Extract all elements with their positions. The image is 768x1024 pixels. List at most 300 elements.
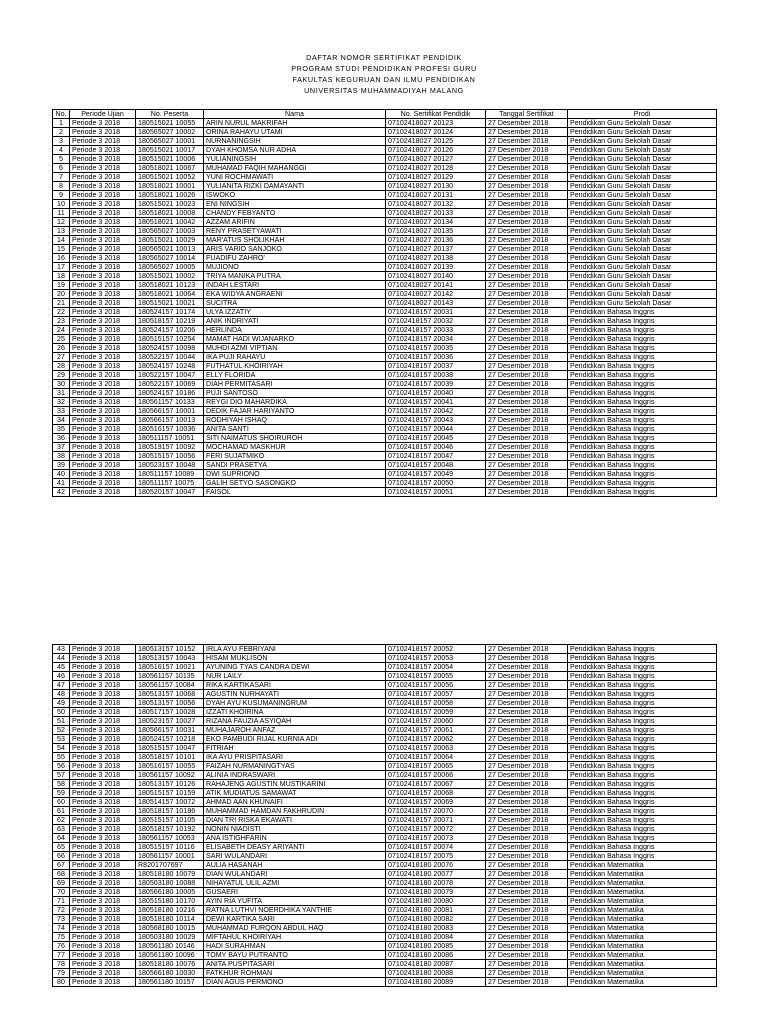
table-row — [53, 717, 717, 726]
cell-peserta: 180503180 10029 — [136, 933, 204, 942]
cell-no: 27 — [53, 353, 70, 362]
cell-prodi: Pendidikan Bahasa Inggris — [568, 744, 717, 753]
cell-periode: Periode 3 2018 — [70, 798, 136, 807]
cell-tanggal: 27 Desember 2018 — [486, 461, 568, 470]
cell-nama: FAISOL — [204, 488, 386, 497]
cell-periode: Periode 3 2018 — [70, 452, 136, 461]
table-row — [53, 672, 717, 681]
cell-prodi: Pendidikan Bahasa Inggris — [568, 825, 717, 834]
table-row — [53, 317, 717, 326]
cell-peserta: 180515021 10029 — [136, 236, 204, 245]
cell-sertifikat: 07102418157 20040 — [386, 389, 486, 398]
cell-no: 1 — [53, 119, 70, 128]
cell-sertifikat: 07102418157 20035 — [386, 344, 486, 353]
cell-no: 10 — [53, 200, 70, 209]
col-header-periode: Periode Ujian — [70, 110, 136, 119]
cell-prodi: Pendidikan Bahasa Inggris — [568, 416, 717, 425]
cell-prodi: Pendidikan Guru Sekolah Dasar — [568, 272, 717, 281]
table-row — [53, 389, 717, 398]
table-row — [53, 897, 717, 906]
cell-prodi: Pendidikan Bahasa Inggris — [568, 488, 717, 497]
table-row — [53, 371, 717, 380]
cell-periode: Periode 3 2018 — [70, 870, 136, 879]
cell-no: 73 — [53, 915, 70, 924]
table-row — [53, 200, 717, 209]
cell-no: 4 — [53, 146, 70, 155]
cell-sertifikat: 07102418180 20082 — [386, 915, 486, 924]
table-row — [53, 762, 717, 771]
cell-peserta: 180561157 10053 — [136, 834, 204, 843]
table-row — [53, 699, 717, 708]
cell-tanggal: 27 Desember 2018 — [486, 326, 568, 335]
cell-nama: ANIK INDRIYATI — [204, 317, 386, 326]
cell-no: 15 — [53, 245, 70, 254]
cell-sertifikat: 07102418157 20044 — [386, 425, 486, 434]
cell-prodi: Pendidikan Bahasa Inggris — [568, 726, 717, 735]
cell-nama: ELISABETH DEASY ARIYANTI — [204, 843, 386, 852]
cell-peserta: 180523157 10027 — [136, 717, 204, 726]
cell-sertifikat: 07102418157 20061 — [386, 726, 486, 735]
cell-tanggal: 27 Desember 2018 — [486, 915, 568, 924]
cell-no: 52 — [53, 726, 70, 735]
table-row — [53, 119, 717, 128]
cell-tanggal: 27 Desember 2018 — [486, 182, 568, 191]
cell-peserta: 180565027 10001 — [136, 137, 204, 146]
cell-tanggal: 27 Desember 2018 — [486, 119, 568, 128]
cell-nama: RIZANA FAUZIA ASYIQAH — [204, 717, 386, 726]
cell-peserta: 180565027 10014 — [136, 254, 204, 263]
cell-prodi: Pendidikan Guru Sekolah Dasar — [568, 236, 717, 245]
cell-sertifikat: 07102418157 20070 — [386, 807, 486, 816]
cell-peserta: 180516157 10021 — [136, 663, 204, 672]
cell-nama: TOMY BAYU PUTRANTO — [204, 951, 386, 960]
cell-peserta: 180522157 10047 — [136, 371, 204, 380]
cell-tanggal: 27 Desember 2018 — [486, 735, 568, 744]
cell-nama: EKA WIDYA ANGRAENI — [204, 290, 386, 299]
table-row — [53, 209, 717, 218]
cell-no: 72 — [53, 906, 70, 915]
cell-sertifikat: 07102418157 20034 — [386, 335, 486, 344]
cell-periode: Periode 3 2018 — [70, 735, 136, 744]
cell-prodi: Pendidikan Guru Sekolah Dasar — [568, 119, 717, 128]
cell-nama: IKA AYU PRISPITASARI — [204, 753, 386, 762]
cell-tanggal: 27 Desember 2018 — [486, 681, 568, 690]
table-row — [53, 191, 717, 200]
cell-peserta: 180515021 10002 — [136, 272, 204, 281]
cell-nama: CHANDY FEBYANTO — [204, 209, 386, 218]
cell-nama: NONIN NIADISTI — [204, 825, 386, 834]
cell-tanggal: 27 Desember 2018 — [486, 362, 568, 371]
table-row — [53, 789, 717, 798]
cell-sertifikat: 07102418027 20129 — [386, 173, 486, 182]
cell-prodi: Pendidikan Bahasa Inggris — [568, 708, 717, 717]
cell-periode: Periode 3 2018 — [70, 308, 136, 317]
cell-peserta: 180518021 10064 — [136, 290, 204, 299]
cell-tanggal: 27 Desember 2018 — [486, 434, 568, 443]
cell-tanggal: 27 Desember 2018 — [486, 771, 568, 780]
cell-nama: YULIANITA RIZKI DAMAYANTI — [204, 182, 386, 191]
cell-no: 78 — [53, 960, 70, 969]
cell-periode: Periode 3 2018 — [70, 299, 136, 308]
cell-periode: Periode 3 2018 — [70, 254, 136, 263]
cell-periode: Periode 3 2018 — [70, 128, 136, 137]
cell-sertifikat: 07102418157 20073 — [386, 834, 486, 843]
cell-sertifikat: 07102418027 20123 — [386, 119, 486, 128]
cell-peserta: 180515157 10056 — [136, 452, 204, 461]
cell-tanggal: 27 Desember 2018 — [486, 699, 568, 708]
cell-periode: Periode 3 2018 — [70, 488, 136, 497]
cell-periode: Periode 3 2018 — [70, 780, 136, 789]
cell-nama: AHMAD AAN KHUNAIFI — [204, 798, 386, 807]
cell-sertifikat: 07102418027 20139 — [386, 263, 486, 272]
cell-no: 23 — [53, 317, 70, 326]
cell-tanggal: 27 Desember 2018 — [486, 744, 568, 753]
table-row — [53, 443, 717, 452]
cell-no: 56 — [53, 762, 70, 771]
cell-no: 14 — [53, 236, 70, 245]
cell-prodi: Pendidikan Bahasa Inggris — [568, 789, 717, 798]
cell-nama: RIKA KARTIKASARI — [204, 681, 386, 690]
table-row — [53, 798, 717, 807]
table-row — [53, 164, 717, 173]
cell-periode: Periode 3 2018 — [70, 380, 136, 389]
col-header-tanggal: Tanggal Sertifikat — [486, 110, 568, 119]
cell-no: 7 — [53, 173, 70, 182]
cell-nama: AGUSTIN NURHAYATI — [204, 690, 386, 699]
cell-sertifikat: 07102418180 20087 — [386, 960, 486, 969]
cell-no: 62 — [53, 816, 70, 825]
cell-periode: Periode 3 2018 — [70, 398, 136, 407]
cell-peserta: 180566180 10030 — [136, 969, 204, 978]
table-row — [53, 218, 717, 227]
cell-periode: Periode 3 2018 — [70, 200, 136, 209]
cell-tanggal: 27 Desember 2018 — [486, 416, 568, 425]
table-row — [53, 335, 717, 344]
cell-no: 17 — [53, 263, 70, 272]
cell-prodi: Pendidikan Bahasa Inggris — [568, 425, 717, 434]
cell-nama: MUHAMMAD HAMDAN FAKHRUDIN — [204, 807, 386, 816]
cell-sertifikat: 07102418157 20067 — [386, 780, 486, 789]
cell-periode: Periode 3 2018 — [70, 960, 136, 969]
cell-sertifikat: 07102418180 20083 — [386, 924, 486, 933]
cell-peserta: 180524157 10218 — [136, 735, 204, 744]
cell-sertifikat: 07102418157 20068 — [386, 789, 486, 798]
cell-no: 54 — [53, 744, 70, 753]
cell-no: 16 — [53, 254, 70, 263]
cell-sertifikat: 07102418027 20137 — [386, 245, 486, 254]
cell-prodi: Pendidikan Bahasa Inggris — [568, 690, 717, 699]
table-row — [53, 843, 717, 852]
cell-periode: Periode 3 2018 — [70, 879, 136, 888]
cell-prodi: Pendidikan Bahasa Inggris — [568, 362, 717, 371]
cell-no: 3 — [53, 137, 70, 146]
table-row — [53, 236, 717, 245]
cell-prodi: Pendidikan Bahasa Inggris — [568, 443, 717, 452]
table-row — [53, 227, 717, 236]
cell-peserta: 180520157 10047 — [136, 488, 204, 497]
cell-sertifikat: 07102418157 20058 — [386, 699, 486, 708]
cell-periode: Periode 3 2018 — [70, 645, 136, 654]
cell-periode: Periode 3 2018 — [70, 263, 136, 272]
cell-no: 51 — [53, 717, 70, 726]
cell-sertifikat: 07102418157 20057 — [386, 690, 486, 699]
cell-peserta: 180518157 10186 — [136, 807, 204, 816]
cell-nama: AULIA HASANAH — [204, 861, 386, 870]
cell-prodi: Pendidikan Bahasa Inggris — [568, 654, 717, 663]
cell-peserta: 180515157 10047 — [136, 744, 204, 753]
cell-sertifikat: 07102418157 20054 — [386, 663, 486, 672]
cell-tanggal: 27 Desember 2018 — [486, 407, 568, 416]
table-row — [53, 461, 717, 470]
cell-peserta: 180566157 10013 — [136, 416, 204, 425]
table-row — [53, 128, 717, 137]
cell-peserta: 180566157 10031 — [136, 726, 204, 735]
table-row — [53, 825, 717, 834]
cell-sertifikat: 07102418157 20066 — [386, 771, 486, 780]
cell-nama: ENI NINGSIH — [204, 200, 386, 209]
cell-prodi: Pendidikan Bahasa Inggris — [568, 479, 717, 488]
cell-peserta: 180518180 10216 — [136, 906, 204, 915]
cell-nama: MUHDI AZMI VIPTIAN — [204, 344, 386, 353]
cell-nama: YULIANINGSIH — [204, 155, 386, 164]
table-row — [53, 254, 717, 263]
cell-periode: Periode 3 2018 — [70, 317, 136, 326]
cell-no: 2 — [53, 128, 70, 137]
cell-nama: RODHIYAH ISHAQ — [204, 416, 386, 425]
cell-tanggal: 27 Desember 2018 — [486, 254, 568, 263]
cell-prodi: Pendidikan Bahasa Inggris — [568, 645, 717, 654]
cell-no: 68 — [53, 870, 70, 879]
cell-tanggal: 27 Desember 2018 — [486, 317, 568, 326]
cell-periode: Periode 3 2018 — [70, 888, 136, 897]
cell-tanggal: 27 Desember 2018 — [486, 924, 568, 933]
cell-sertifikat: 07102418157 20063 — [386, 744, 486, 753]
cell-nama: ANITA SANTI — [204, 425, 386, 434]
table-row — [53, 861, 717, 870]
cell-periode: Periode 3 2018 — [70, 699, 136, 708]
table-row — [53, 915, 717, 924]
table-row — [53, 969, 717, 978]
cell-sertifikat: 07102418157 20071 — [386, 816, 486, 825]
cell-tanggal: 27 Desember 2018 — [486, 425, 568, 434]
cell-sertifikat: 07102418027 20138 — [386, 254, 486, 263]
cell-nama: SANDI PRASETYA — [204, 461, 386, 470]
cell-no: 39 — [53, 461, 70, 470]
cell-peserta: 180513157 10126 — [136, 780, 204, 789]
cell-prodi: Pendidikan Bahasa Inggris — [568, 452, 717, 461]
cell-tanggal: 27 Desember 2018 — [486, 933, 568, 942]
cell-peserta: 180515021 10023 — [136, 200, 204, 209]
table-row — [53, 470, 717, 479]
cell-tanggal: 27 Desember 2018 — [486, 173, 568, 182]
cell-prodi: Pendidikan Bahasa Inggris — [568, 681, 717, 690]
cell-tanggal: 27 Desember 2018 — [486, 906, 568, 915]
cell-periode: Periode 3 2018 — [70, 119, 136, 128]
cell-no: 59 — [53, 789, 70, 798]
cell-periode: Periode 3 2018 — [70, 335, 136, 344]
cell-peserta: 180565027 10005 — [136, 263, 204, 272]
cell-nama: FUTHATUL KHOIRIYAH — [204, 362, 386, 371]
cell-tanggal: 27 Desember 2018 — [486, 780, 568, 789]
cell-nama: MOCHAMAD MASKHUR — [204, 443, 386, 452]
cell-tanggal: 27 Desember 2018 — [486, 299, 568, 308]
cell-peserta: 180511157 10089 — [136, 470, 204, 479]
cell-periode: Periode 3 2018 — [70, 942, 136, 951]
cell-sertifikat: 07102418157 20047 — [386, 452, 486, 461]
cell-periode: Periode 3 2018 — [70, 461, 136, 470]
table-row — [53, 380, 717, 389]
cell-tanggal: 27 Desember 2018 — [486, 281, 568, 290]
cell-peserta: 180519157 10092 — [136, 443, 204, 452]
col-header-sertifikat: No. Sertifikat Pendidik — [386, 110, 486, 119]
cell-tanggal: 27 Desember 2018 — [486, 200, 568, 209]
table-row — [53, 771, 717, 780]
cell-periode: Periode 3 2018 — [70, 663, 136, 672]
cell-prodi: Pendidikan Bahasa Inggris — [568, 672, 717, 681]
cell-periode: Periode 3 2018 — [70, 897, 136, 906]
cell-no: 47 — [53, 681, 70, 690]
cell-prodi: Pendidikan Guru Sekolah Dasar — [568, 299, 717, 308]
cell-no: 42 — [53, 488, 70, 497]
cell-prodi: Pendidikan Guru Sekolah Dasar — [568, 137, 717, 146]
cell-peserta: 180515021 10021 — [136, 299, 204, 308]
cell-peserta: 180561157 10133 — [136, 398, 204, 407]
cell-sertifikat: 07102418157 20048 — [386, 461, 486, 470]
cell-peserta: 180515021 10052 — [136, 173, 204, 182]
cell-peserta: 180517157 10028 — [136, 708, 204, 717]
cell-prodi: Pendidikan Guru Sekolah Dasar — [568, 218, 717, 227]
cell-prodi: Pendidikan Bahasa Inggris — [568, 470, 717, 479]
document-header — [0, 52, 768, 96]
cell-prodi: Pendidikan Matematika — [568, 942, 717, 951]
cell-tanggal: 27 Desember 2018 — [486, 488, 568, 497]
table-row — [53, 173, 717, 182]
cell-nama: RAHAJENG AGUSTIN MUSTIKARINI — [204, 780, 386, 789]
cell-tanggal: 27 Desember 2018 — [486, 870, 568, 879]
col-header-prodi: Prodi — [568, 110, 717, 119]
cell-no: 57 — [53, 771, 70, 780]
cell-tanggal: 27 Desember 2018 — [486, 371, 568, 380]
cell-tanggal: 27 Desember 2018 — [486, 236, 568, 245]
cell-prodi: Pendidikan Guru Sekolah Dasar — [568, 182, 717, 191]
cell-no: 32 — [53, 398, 70, 407]
cell-periode: Periode 3 2018 — [70, 245, 136, 254]
cell-no: 77 — [53, 951, 70, 960]
table-row — [53, 924, 717, 933]
cell-tanggal: 27 Desember 2018 — [486, 825, 568, 834]
cell-no: 12 — [53, 218, 70, 227]
cell-nama: SARI WULANDARI — [204, 852, 386, 861]
cell-periode: Periode 3 2018 — [70, 470, 136, 479]
cell-periode: Periode 3 2018 — [70, 726, 136, 735]
cell-sertifikat: 07102418027 20132 — [386, 200, 486, 209]
cell-nama: ANITA PUSPITASARI — [204, 960, 386, 969]
cell-no: 34 — [53, 416, 70, 425]
cell-no: 70 — [53, 888, 70, 897]
cell-peserta: 180518021 10123 — [136, 281, 204, 290]
cell-tanggal: 27 Desember 2018 — [486, 879, 568, 888]
cell-sertifikat: 07102418027 20142 — [386, 290, 486, 299]
cell-prodi: Pendidikan Bahasa Inggris — [568, 780, 717, 789]
cell-periode: Periode 3 2018 — [70, 978, 136, 987]
cell-nama: DIAN WULANDARI — [204, 870, 386, 879]
cell-peserta: 180522157 10044 — [136, 353, 204, 362]
cell-prodi: Pendidikan Bahasa Inggris — [568, 807, 717, 816]
cell-sertifikat: 07102418027 20130 — [386, 182, 486, 191]
cell-sertifikat: 07102418157 20065 — [386, 762, 486, 771]
cell-sertifikat: 07102418157 20033 — [386, 326, 486, 335]
cell-nama: IKA PUJI RAHAYU — [204, 353, 386, 362]
cell-periode: Periode 3 2018 — [70, 807, 136, 816]
cell-nama: ORINA RAHAYU UTAMI — [204, 128, 386, 137]
cell-sertifikat: 07102418157 20037 — [386, 362, 486, 371]
cell-peserta: 180515021 10017 — [136, 146, 204, 155]
cell-sertifikat: 07102418180 20089 — [386, 978, 486, 987]
cell-tanggal: 27 Desember 2018 — [486, 218, 568, 227]
cell-prodi: Pendidikan Guru Sekolah Dasar — [568, 191, 717, 200]
cell-nama: MIFTAHUL KHOIRIYAH — [204, 933, 386, 942]
cell-no: 63 — [53, 825, 70, 834]
cell-no: 36 — [53, 434, 70, 443]
cell-sertifikat: 07102418157 20052 — [386, 645, 486, 654]
cell-peserta: 180513157 10056 — [136, 699, 204, 708]
cell-periode: Periode 3 2018 — [70, 146, 136, 155]
cell-periode: Periode 3 2018 — [70, 443, 136, 452]
cell-sertifikat: 07102418157 20062 — [386, 735, 486, 744]
table-row — [53, 879, 717, 888]
cell-prodi: Pendidikan Guru Sekolah Dasar — [568, 128, 717, 137]
cell-sertifikat: 07102418157 20032 — [386, 317, 486, 326]
cell-sertifikat: 07102418027 20136 — [386, 236, 486, 245]
cell-sertifikat: 07102418027 20140 — [386, 272, 486, 281]
cell-tanggal: 27 Desember 2018 — [486, 470, 568, 479]
cell-periode: Periode 3 2018 — [70, 654, 136, 663]
cell-periode: Periode 3 2018 — [70, 744, 136, 753]
cell-no: 43 — [53, 645, 70, 654]
cell-no: 76 — [53, 942, 70, 951]
cell-no: 35 — [53, 425, 70, 434]
cell-periode: Periode 3 2018 — [70, 326, 136, 335]
cell-no: 33 — [53, 407, 70, 416]
cell-periode: Periode 3 2018 — [70, 933, 136, 942]
cell-periode: Periode 3 2018 — [70, 672, 136, 681]
cell-peserta: 180524157 10186 — [136, 389, 204, 398]
cell-nama: AZZAM ARIFIN — [204, 218, 386, 227]
cell-nama: DIAH PERMITASARI — [204, 380, 386, 389]
table-header-row — [53, 110, 717, 119]
cell-prodi: Pendidikan Bahasa Inggris — [568, 834, 717, 843]
cell-prodi: Pendidikan Bahasa Inggris — [568, 762, 717, 771]
cell-no: 24 — [53, 326, 70, 335]
cell-prodi: Pendidikan Bahasa Inggris — [568, 407, 717, 416]
cell-prodi: Pendidikan Bahasa Inggris — [568, 852, 717, 861]
cell-prodi: Pendidikan Matematika — [568, 933, 717, 942]
cell-no: 79 — [53, 969, 70, 978]
cell-periode: Periode 3 2018 — [70, 753, 136, 762]
cell-periode: Periode 3 2018 — [70, 227, 136, 236]
table-row — [53, 690, 717, 699]
cell-periode: Periode 3 2018 — [70, 690, 136, 699]
cell-tanggal: 27 Desember 2018 — [486, 645, 568, 654]
cell-no: 22 — [53, 308, 70, 317]
table-row — [53, 362, 717, 371]
cell-periode: Periode 3 2018 — [70, 290, 136, 299]
cell-periode: Periode 3 2018 — [70, 951, 136, 960]
cell-peserta: 180565021 10013 — [136, 245, 204, 254]
cell-no: 71 — [53, 897, 70, 906]
cell-tanggal: 27 Desember 2018 — [486, 479, 568, 488]
cell-no: 30 — [53, 380, 70, 389]
